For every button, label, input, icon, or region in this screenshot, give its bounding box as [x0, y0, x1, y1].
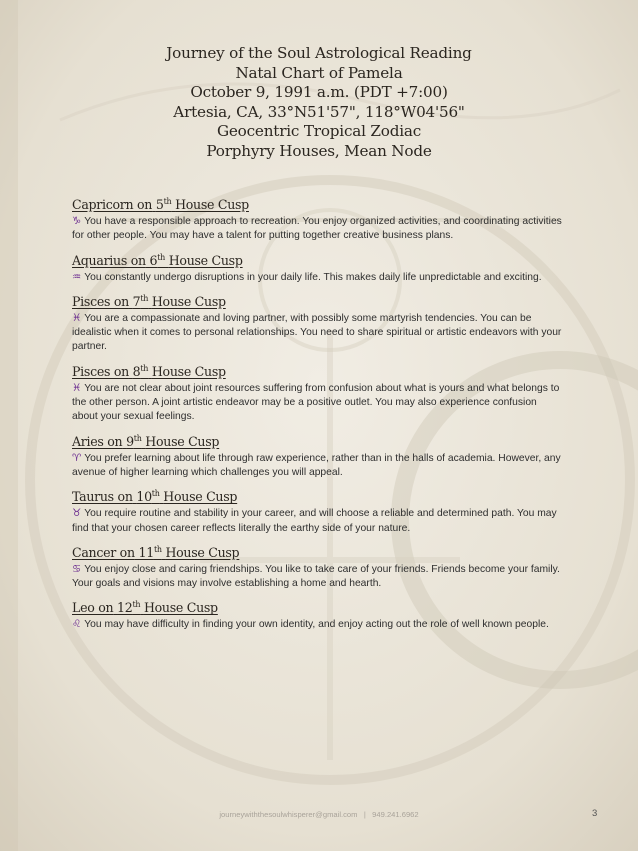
footer-separator: | [363, 810, 366, 819]
section-text: ♓ You are not clear about joint resources suffering from confusion about what is yours and what belongs to the other person. A joint artistic endeavor may be a positive outlet. You may also experience confusion about your sexual feelings. [72, 381, 560, 423]
section-heading: Leo on 12th House Cusp [72, 600, 218, 616]
house-cusp-section [72, 197, 562, 244]
reading-title: Journey of the Soul Astrological Reading [166, 44, 472, 62]
section-text: ♌ You may have difficulty in finding your own identity, and enjoy acting out the role of well known people. [72, 618, 549, 631]
section-text: ♈ You prefer learning about life through raw experience, rather than in the halls of academia. However, any avenue of higher learning which challenges you will appeal. [72, 451, 561, 478]
section-heading: Cancer on 11th House Cusp [72, 544, 240, 560]
leo-icon: ♌ [72, 618, 82, 631]
section-heading: Aquarius on 6th House Cusp [72, 252, 243, 268]
document-header [100, 44, 538, 162]
section-text: ♑ You have a responsible approach to recreation. You enjoy organized activities, and coordinating activities for other people. You may have a talent for putting together creative business plans. [72, 215, 562, 242]
section-text: ♒ You constantly undergo disruptions in your daily life. This makes daily life unpredictable and exciting. [72, 270, 542, 283]
house-cusp-section [72, 364, 562, 425]
chart-subject: Natal Chart of Pamela [235, 63, 403, 82]
house-cusp-section [72, 294, 562, 355]
house-cusp-section [72, 434, 562, 481]
capricorn-icon: ♑ [72, 215, 82, 227]
section-heading: Pisces on 8th House Cusp [72, 363, 226, 379]
aquarius-icon: ♒ [72, 270, 82, 283]
house-cusp-section [72, 253, 562, 285]
section-heading: Pisces on 7th House Cusp [72, 293, 226, 309]
birth-date: October 9, 1991 a.m. (PDT +7:00) [190, 83, 448, 102]
cancer-icon: ♋ [72, 562, 82, 575]
aries-icon: ♈ [72, 451, 82, 464]
pisces-icon: ♓ [72, 381, 82, 394]
footer-contact [0, 810, 638, 819]
house-cusp-section [72, 489, 562, 536]
section-heading: Taurus on 10th House Cusp [72, 489, 238, 505]
page-footer [0, 807, 638, 823]
house-cusp-list [72, 197, 562, 642]
section-text: ♋ You enjoy close and caring friendships. You like to take care of your friends. Friends become your family. Your goals and visions may involve establishing a home and hearth. [72, 562, 560, 590]
zodiac-system: Geocentric Tropical Zodiac [216, 122, 422, 141]
taurus-icon: ♉ [72, 507, 82, 520]
house-system: Porphyry Houses, Mean Node [206, 141, 432, 160]
house-cusp-section [72, 600, 562, 632]
contact-phone[interactable]: 949.241.6962 [372, 810, 419, 819]
house-cusp-section [72, 545, 562, 592]
page-number: 3 [592, 808, 598, 819]
section-text: ♓ You are a compassionate and loving partner, with possibly some martyrish tendencies. You can be idealistic when it comes to personal relationships. You need to share spiritual or artistic endeavors with your partner. [72, 311, 562, 353]
section-text: ♉ You require routine and stability in your career, and will choose a reliable and determined path. You may find that your chosen career reflects literally the earthy side of your nature. [72, 507, 557, 534]
pisces-icon: ♓ [72, 311, 82, 324]
section-heading: Aries on 9th House Cusp [72, 433, 220, 449]
section-heading: Capricorn on 5th House Cusp [72, 196, 249, 212]
contact-email[interactable]: journeywiththesoulwhisperer@gmail.com [219, 810, 358, 819]
birth-location: Artesia, CA, 33°N51'57", 118°W04'56" [173, 102, 465, 121]
